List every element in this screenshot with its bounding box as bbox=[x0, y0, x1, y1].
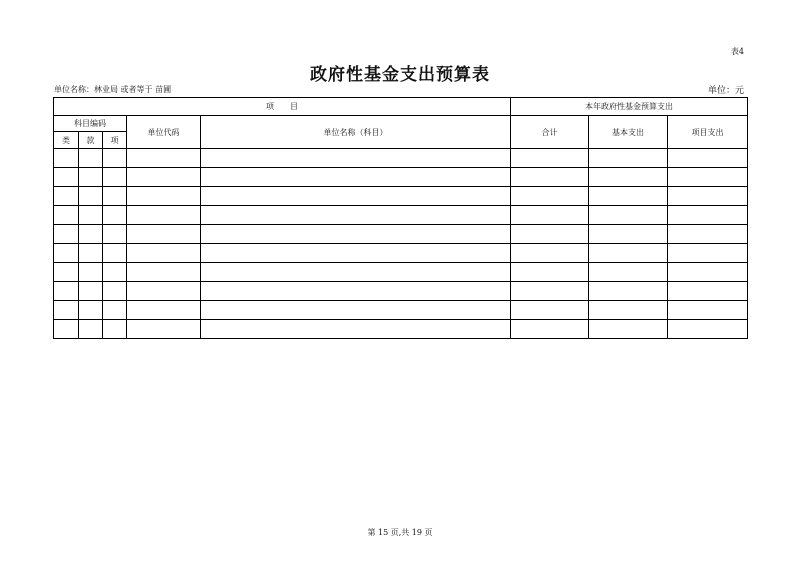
table-cell bbox=[103, 320, 127, 339]
table-cell bbox=[589, 187, 668, 206]
table-cell bbox=[79, 187, 103, 206]
table-cell bbox=[668, 282, 748, 301]
table-cell bbox=[79, 244, 103, 263]
table-cell bbox=[511, 320, 589, 339]
page-footer: 第 15 页,共 19 页 bbox=[367, 528, 433, 537]
table-cell bbox=[511, 206, 589, 225]
unit-name-label: 单位名称：林业局 或者等于 苗圃 bbox=[54, 85, 172, 94]
table-cell bbox=[54, 282, 79, 301]
table-cell bbox=[511, 149, 589, 168]
table-cell bbox=[54, 187, 79, 206]
table-cell bbox=[127, 149, 201, 168]
table-cell bbox=[54, 244, 79, 263]
table-cell bbox=[127, 301, 201, 320]
table-cell bbox=[668, 149, 748, 168]
table-row bbox=[54, 282, 748, 301]
table-cell bbox=[54, 301, 79, 320]
table-number: 表4 bbox=[730, 47, 744, 56]
table-row bbox=[54, 225, 748, 244]
table-cell bbox=[511, 225, 589, 244]
header-project-expense: 项目支出 bbox=[668, 116, 748, 149]
table-cell bbox=[103, 301, 127, 320]
currency-unit-label: 单位：元 bbox=[707, 86, 744, 96]
table-cell bbox=[668, 225, 748, 244]
table-cell bbox=[127, 244, 201, 263]
table-cell bbox=[511, 263, 589, 282]
table-row bbox=[54, 168, 748, 187]
table-cell bbox=[589, 263, 668, 282]
table-cell bbox=[79, 301, 103, 320]
table-cell bbox=[103, 187, 127, 206]
table-cell bbox=[79, 282, 103, 301]
table-row bbox=[54, 244, 748, 263]
table-cell bbox=[668, 320, 748, 339]
table-cell bbox=[201, 301, 511, 320]
table-cell bbox=[127, 168, 201, 187]
table-cell bbox=[79, 225, 103, 244]
table-cell bbox=[201, 244, 511, 263]
table-cell bbox=[511, 282, 589, 301]
table-cell bbox=[103, 282, 127, 301]
table-cell bbox=[589, 225, 668, 244]
table-cell bbox=[103, 225, 127, 244]
table-body bbox=[54, 149, 748, 339]
header-subject-code: 科目编码 bbox=[54, 116, 127, 132]
table-row bbox=[54, 187, 748, 206]
table-cell bbox=[201, 149, 511, 168]
table-cell bbox=[79, 263, 103, 282]
table-cell bbox=[127, 282, 201, 301]
table-cell bbox=[54, 149, 79, 168]
table-cell bbox=[201, 282, 511, 301]
header-section: 款 bbox=[79, 132, 103, 149]
header-category: 类 bbox=[54, 132, 79, 149]
header-unit-code: 单位代码 bbox=[127, 116, 201, 149]
table-cell bbox=[511, 187, 589, 206]
page-title: 政府性基金支出预算表 bbox=[310, 65, 490, 85]
table-cell bbox=[668, 187, 748, 206]
table-row bbox=[54, 320, 748, 339]
table-cell bbox=[103, 206, 127, 225]
table-cell bbox=[54, 225, 79, 244]
table-row bbox=[54, 263, 748, 282]
table-cell bbox=[127, 206, 201, 225]
table-cell bbox=[668, 244, 748, 263]
table-cell bbox=[589, 320, 668, 339]
table-cell bbox=[589, 206, 668, 225]
table-cell bbox=[668, 168, 748, 187]
header-sum: 合计 bbox=[511, 116, 589, 149]
table-cell bbox=[103, 263, 127, 282]
table-cell bbox=[511, 244, 589, 263]
table-cell bbox=[201, 168, 511, 187]
budget-table bbox=[53, 97, 748, 339]
table-cell bbox=[103, 244, 127, 263]
table-cell bbox=[589, 282, 668, 301]
table-cell bbox=[201, 263, 511, 282]
table-cell bbox=[79, 206, 103, 225]
table-cell bbox=[201, 187, 511, 206]
table-row bbox=[54, 206, 748, 225]
table-cell bbox=[79, 149, 103, 168]
table-cell bbox=[668, 263, 748, 282]
table-cell bbox=[201, 320, 511, 339]
table-row bbox=[54, 301, 748, 320]
table-cell bbox=[589, 244, 668, 263]
table-cell bbox=[127, 225, 201, 244]
table-cell bbox=[54, 263, 79, 282]
table-cell bbox=[103, 149, 127, 168]
table-cell bbox=[79, 320, 103, 339]
table-cell bbox=[54, 168, 79, 187]
table-cell bbox=[668, 301, 748, 320]
table-cell bbox=[201, 225, 511, 244]
table-cell bbox=[589, 149, 668, 168]
table-cell bbox=[54, 206, 79, 225]
table-row bbox=[54, 149, 748, 168]
table-cell bbox=[201, 206, 511, 225]
table-cell bbox=[511, 301, 589, 320]
table-cell bbox=[127, 320, 201, 339]
table-cell bbox=[668, 206, 748, 225]
header-project: 项 目 bbox=[54, 98, 511, 116]
table-cell bbox=[589, 301, 668, 320]
table-cell bbox=[127, 263, 201, 282]
table-cell bbox=[54, 320, 79, 339]
table-cell bbox=[589, 168, 668, 187]
header-basic: 基本支出 bbox=[589, 116, 668, 149]
header-fund-total: 本年政府性基金预算支出 bbox=[511, 98, 748, 116]
header-unit-name-subject: 单位名称（科目） bbox=[201, 116, 511, 149]
header-item: 项 bbox=[103, 132, 127, 149]
table-cell bbox=[79, 168, 103, 187]
table-cell bbox=[103, 168, 127, 187]
table-cell bbox=[127, 187, 201, 206]
table-cell bbox=[511, 168, 589, 187]
